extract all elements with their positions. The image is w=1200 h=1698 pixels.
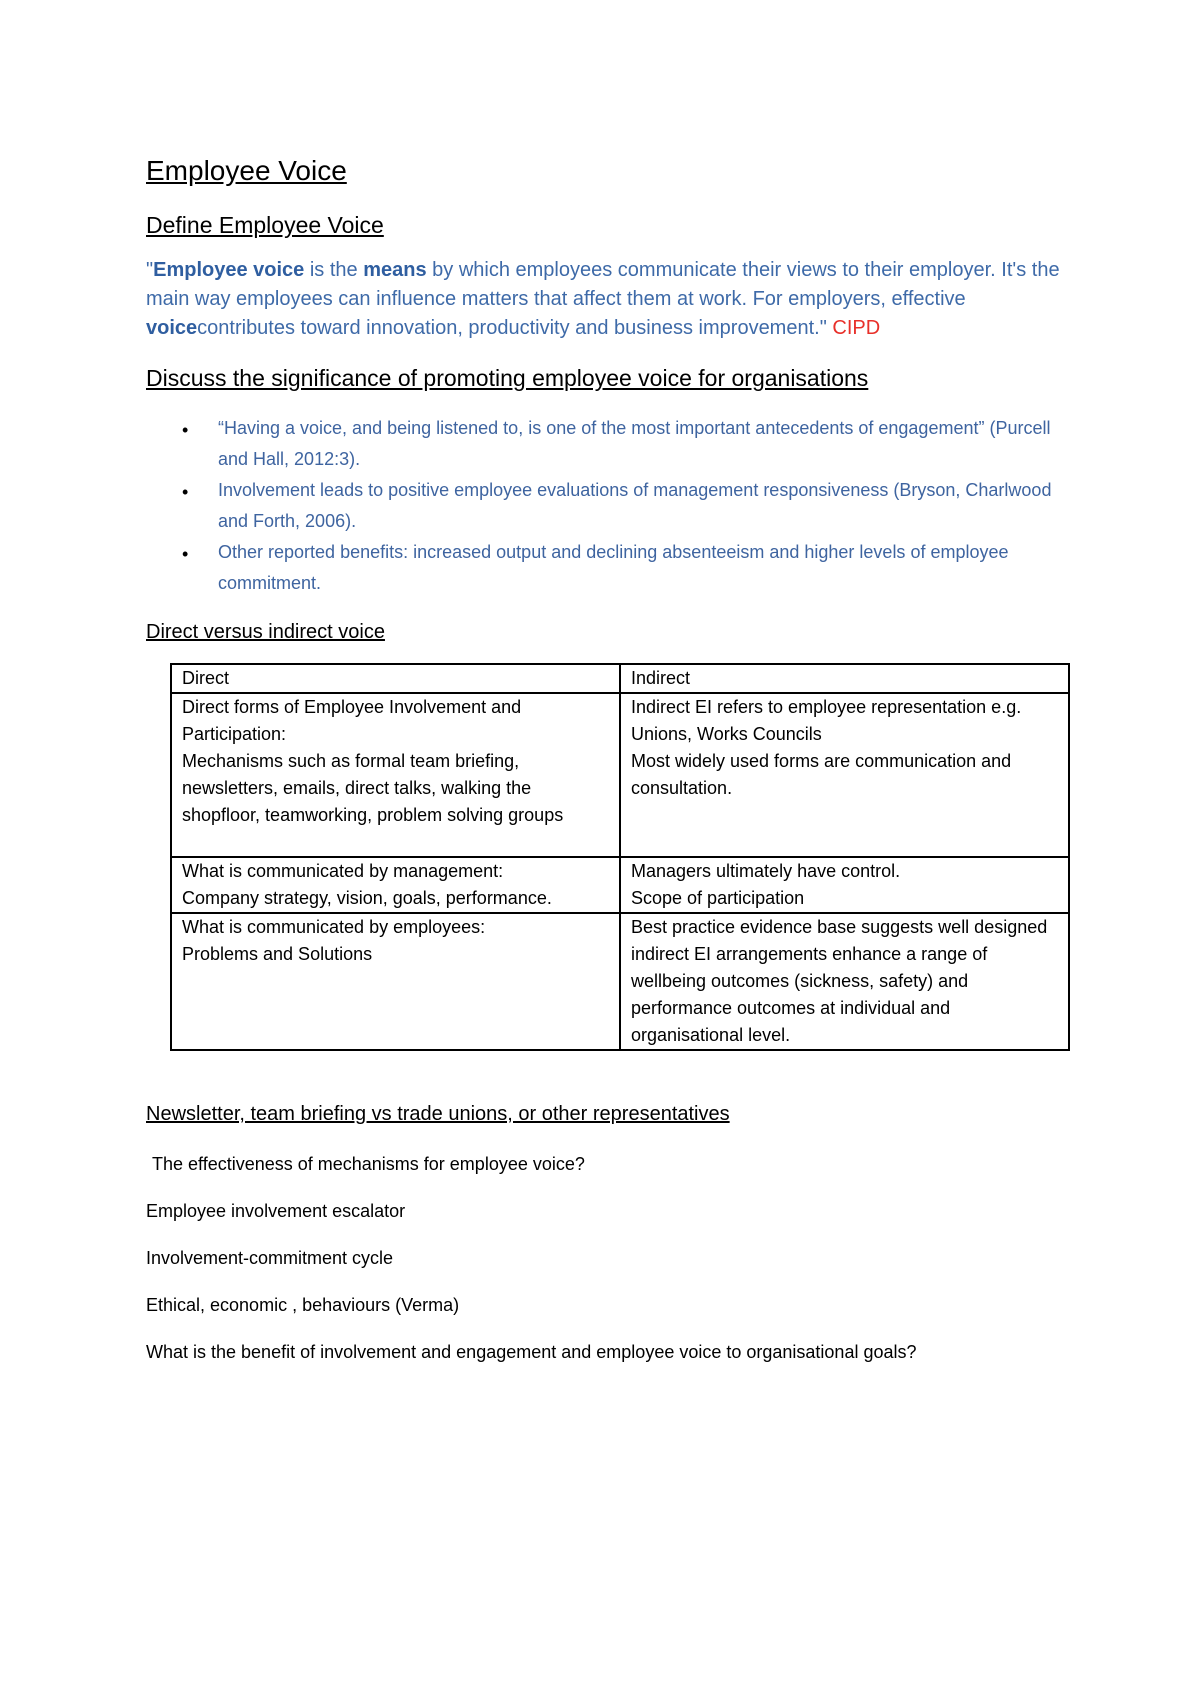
define-heading: Define Employee Voice (146, 212, 384, 238)
quote-bold-2: means (363, 259, 427, 281)
cell-line: Most widely used forms are communication and consultation. (631, 751, 1012, 798)
list-item (146, 475, 1076, 537)
table-header-indirect: Indirect (620, 664, 1069, 693)
paragraph: Employee involvement escalator (146, 1201, 406, 1221)
cell-line: What is communicated by management: (182, 861, 504, 881)
document-page (146, 140, 1076, 1366)
table-cell (620, 857, 1069, 913)
list-item (146, 537, 1076, 599)
cell-line: What is communicated by employees: (182, 917, 486, 937)
quote-text-3: contributes toward innovation, productivity and business improvement." (197, 317, 833, 339)
quote-bold-3: voice (146, 317, 198, 339)
list-item (146, 413, 1076, 475)
bullet-text: “Having a voice, and being listened to, is one of the most important antecedents of engagement” (Purcell and Hall, 2012:3). (218, 418, 1051, 469)
paragraph: The effectiveness of mechanisms for employee voice? (152, 1154, 585, 1174)
table-header-direct: Direct (171, 664, 620, 693)
significance-list (146, 413, 1076, 599)
cell-line: Company strategy, vision, goals, performance. (182, 888, 552, 908)
bullet-icon: • (182, 482, 189, 502)
newsletter-heading: Newsletter, team briefing vs trade unions, or other representatives (146, 1103, 730, 1125)
quote-open: " (146, 259, 154, 281)
direct-indirect-heading: Direct versus indirect voice (146, 621, 385, 643)
table-row (171, 693, 1069, 857)
table-row (171, 664, 1069, 693)
quote-text-1: is the (304, 259, 364, 281)
cell-line: Problems and Solutions (182, 944, 373, 964)
cell-line: Mechanisms such as formal team briefing, newsletters, emails, direct talks, walking the shopfloor, teamworking, problem solving groups (182, 751, 564, 825)
page-title: Employee Voice (146, 155, 347, 186)
table-cell (171, 913, 620, 1050)
cell-line: Indirect EI refers to employee representation e.g. Unions, Works Councils (631, 697, 1022, 744)
bullet-icon: • (182, 544, 189, 564)
table-cell (620, 693, 1069, 857)
paragraph: Involvement-commitment cycle (146, 1248, 394, 1268)
bullet-text: Other reported benefits: increased output and declining absenteeism and higher levels of employee commitment. (218, 542, 1009, 593)
table-row (171, 913, 1069, 1050)
paragraph: Ethical, economic , behaviours (Verma) (146, 1295, 460, 1315)
table-cell (171, 857, 620, 913)
direct-indirect-table (170, 663, 1070, 1051)
bullet-icon: • (182, 420, 189, 440)
discuss-heading: Discuss the significance of promoting employee voice for organisations (146, 365, 869, 391)
quote-text-2: by which employees communicate their views to their employer. It's the main way employees can influence matters that affect them at work. For employers, effective (146, 259, 1060, 310)
quote-source: CIPD (832, 317, 881, 339)
cell-line: Best practice evidence base suggests well designed indirect EI arrangements enhance a range of wellbeing outcomes (sickness, safety) and performance outcomes at individual and organisational level. (631, 917, 1048, 1045)
quote-bold-1: Employee voice (153, 259, 305, 281)
bullet-text: Involvement leads to positive employee evaluations of management responsiveness (Bryson, Charlwood and Forth, 2006). (218, 480, 1052, 531)
table-cell (171, 693, 620, 857)
table-cell (620, 913, 1069, 1050)
cell-line: Direct forms of Employee Involvement and Participation: (182, 697, 522, 744)
cell-line: Managers ultimately have control. (631, 861, 901, 881)
cell-line: Scope of participation (631, 888, 805, 908)
cipd-quote (146, 256, 1076, 343)
table-row (171, 857, 1069, 913)
paragraph: What is the benefit of involvement and engagement and employee voice to organisational goals? (146, 1342, 917, 1362)
